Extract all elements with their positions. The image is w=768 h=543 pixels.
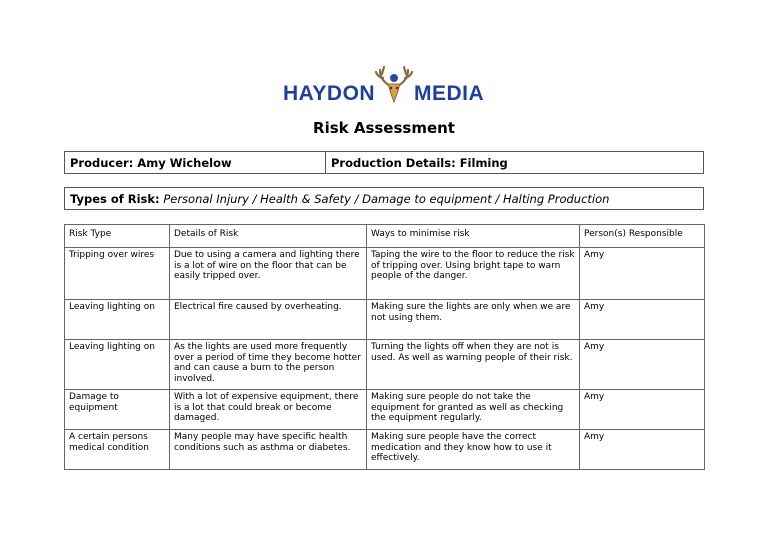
cell-details: Due to using a camera and lighting there is a lot of wire on the floor that can be easily tripped over.: [170, 248, 367, 300]
header-risk-type: Risk Type: [65, 225, 170, 248]
risk-table: [64, 224, 705, 470]
page-title: Risk Assessment: [313, 119, 455, 137]
table-row: [65, 340, 705, 390]
cell-minimise: Making sure people do not take the equipment for granted as well as checking the equipment regularly.: [367, 390, 580, 430]
cell-minimise: Turning the lights off when they are not is used. As well as warning people of their risk.: [367, 340, 580, 390]
cell-risk-type: Tripping over wires: [65, 248, 170, 300]
table-row: [65, 300, 705, 340]
cell-minimise: Making sure people have the correct medication and they know how to use it effectively.: [367, 430, 580, 470]
table-row: [65, 390, 705, 430]
header-ways-to-minimise: Ways to minimise risk: [367, 225, 580, 248]
deer-head-icon: [374, 64, 414, 104]
header-persons-responsible: Person(s) Responsible: [580, 225, 705, 248]
cell-risk-type: Leaving lighting on: [65, 340, 170, 390]
cell-responsible: Amy: [580, 430, 705, 470]
cell-minimise: Taping the wire to the floor to reduce the risk of tripping over. Using bright tape to warn people of the danger.: [367, 248, 580, 300]
cell-details: With a lot of expensive equipment, there is a lot that could break or become damaged.: [170, 390, 367, 430]
cell-responsible: Amy: [580, 300, 705, 340]
table-row: [65, 430, 705, 470]
table-row: [65, 248, 705, 300]
producer-row: [64, 151, 704, 174]
cell-responsible: Amy: [580, 340, 705, 390]
brand-name-right: MEDIA: [414, 82, 485, 105]
brand-name-left: HAYDON: [283, 82, 376, 105]
types-of-risk-value: Personal Injury / Health & Safety / Damage to equipment / Halting Production: [163, 192, 610, 206]
header-details-of-risk: Details of Risk: [170, 225, 367, 248]
cell-details: As the lights are used more frequently over a period of time they become hotter and can cause a burn to the person involved.: [170, 340, 367, 390]
cell-details: Electrical fire caused by overheating.: [170, 300, 367, 340]
cell-details: Many people may have specific health conditions such as asthma or diabetes.: [170, 430, 367, 470]
cell-minimise: Making sure the lights are only when we are not using them.: [367, 300, 580, 340]
cell-risk-type: A certain persons medical condition: [65, 430, 170, 470]
production-details-cell: Production Details: Filming: [331, 156, 508, 170]
cell-risk-type: Leaving lighting on: [65, 300, 170, 340]
cell-risk-type: Damage to equipment: [65, 390, 170, 430]
types-of-risk-label: Types of Risk:: [70, 192, 160, 206]
cell-responsible: Amy: [580, 390, 705, 430]
producer-cell: Producer: Amy Wichelow: [65, 152, 326, 173]
table-header-row: [65, 225, 705, 248]
types-of-risk-row: [64, 187, 704, 210]
cell-responsible: Amy: [580, 248, 705, 300]
